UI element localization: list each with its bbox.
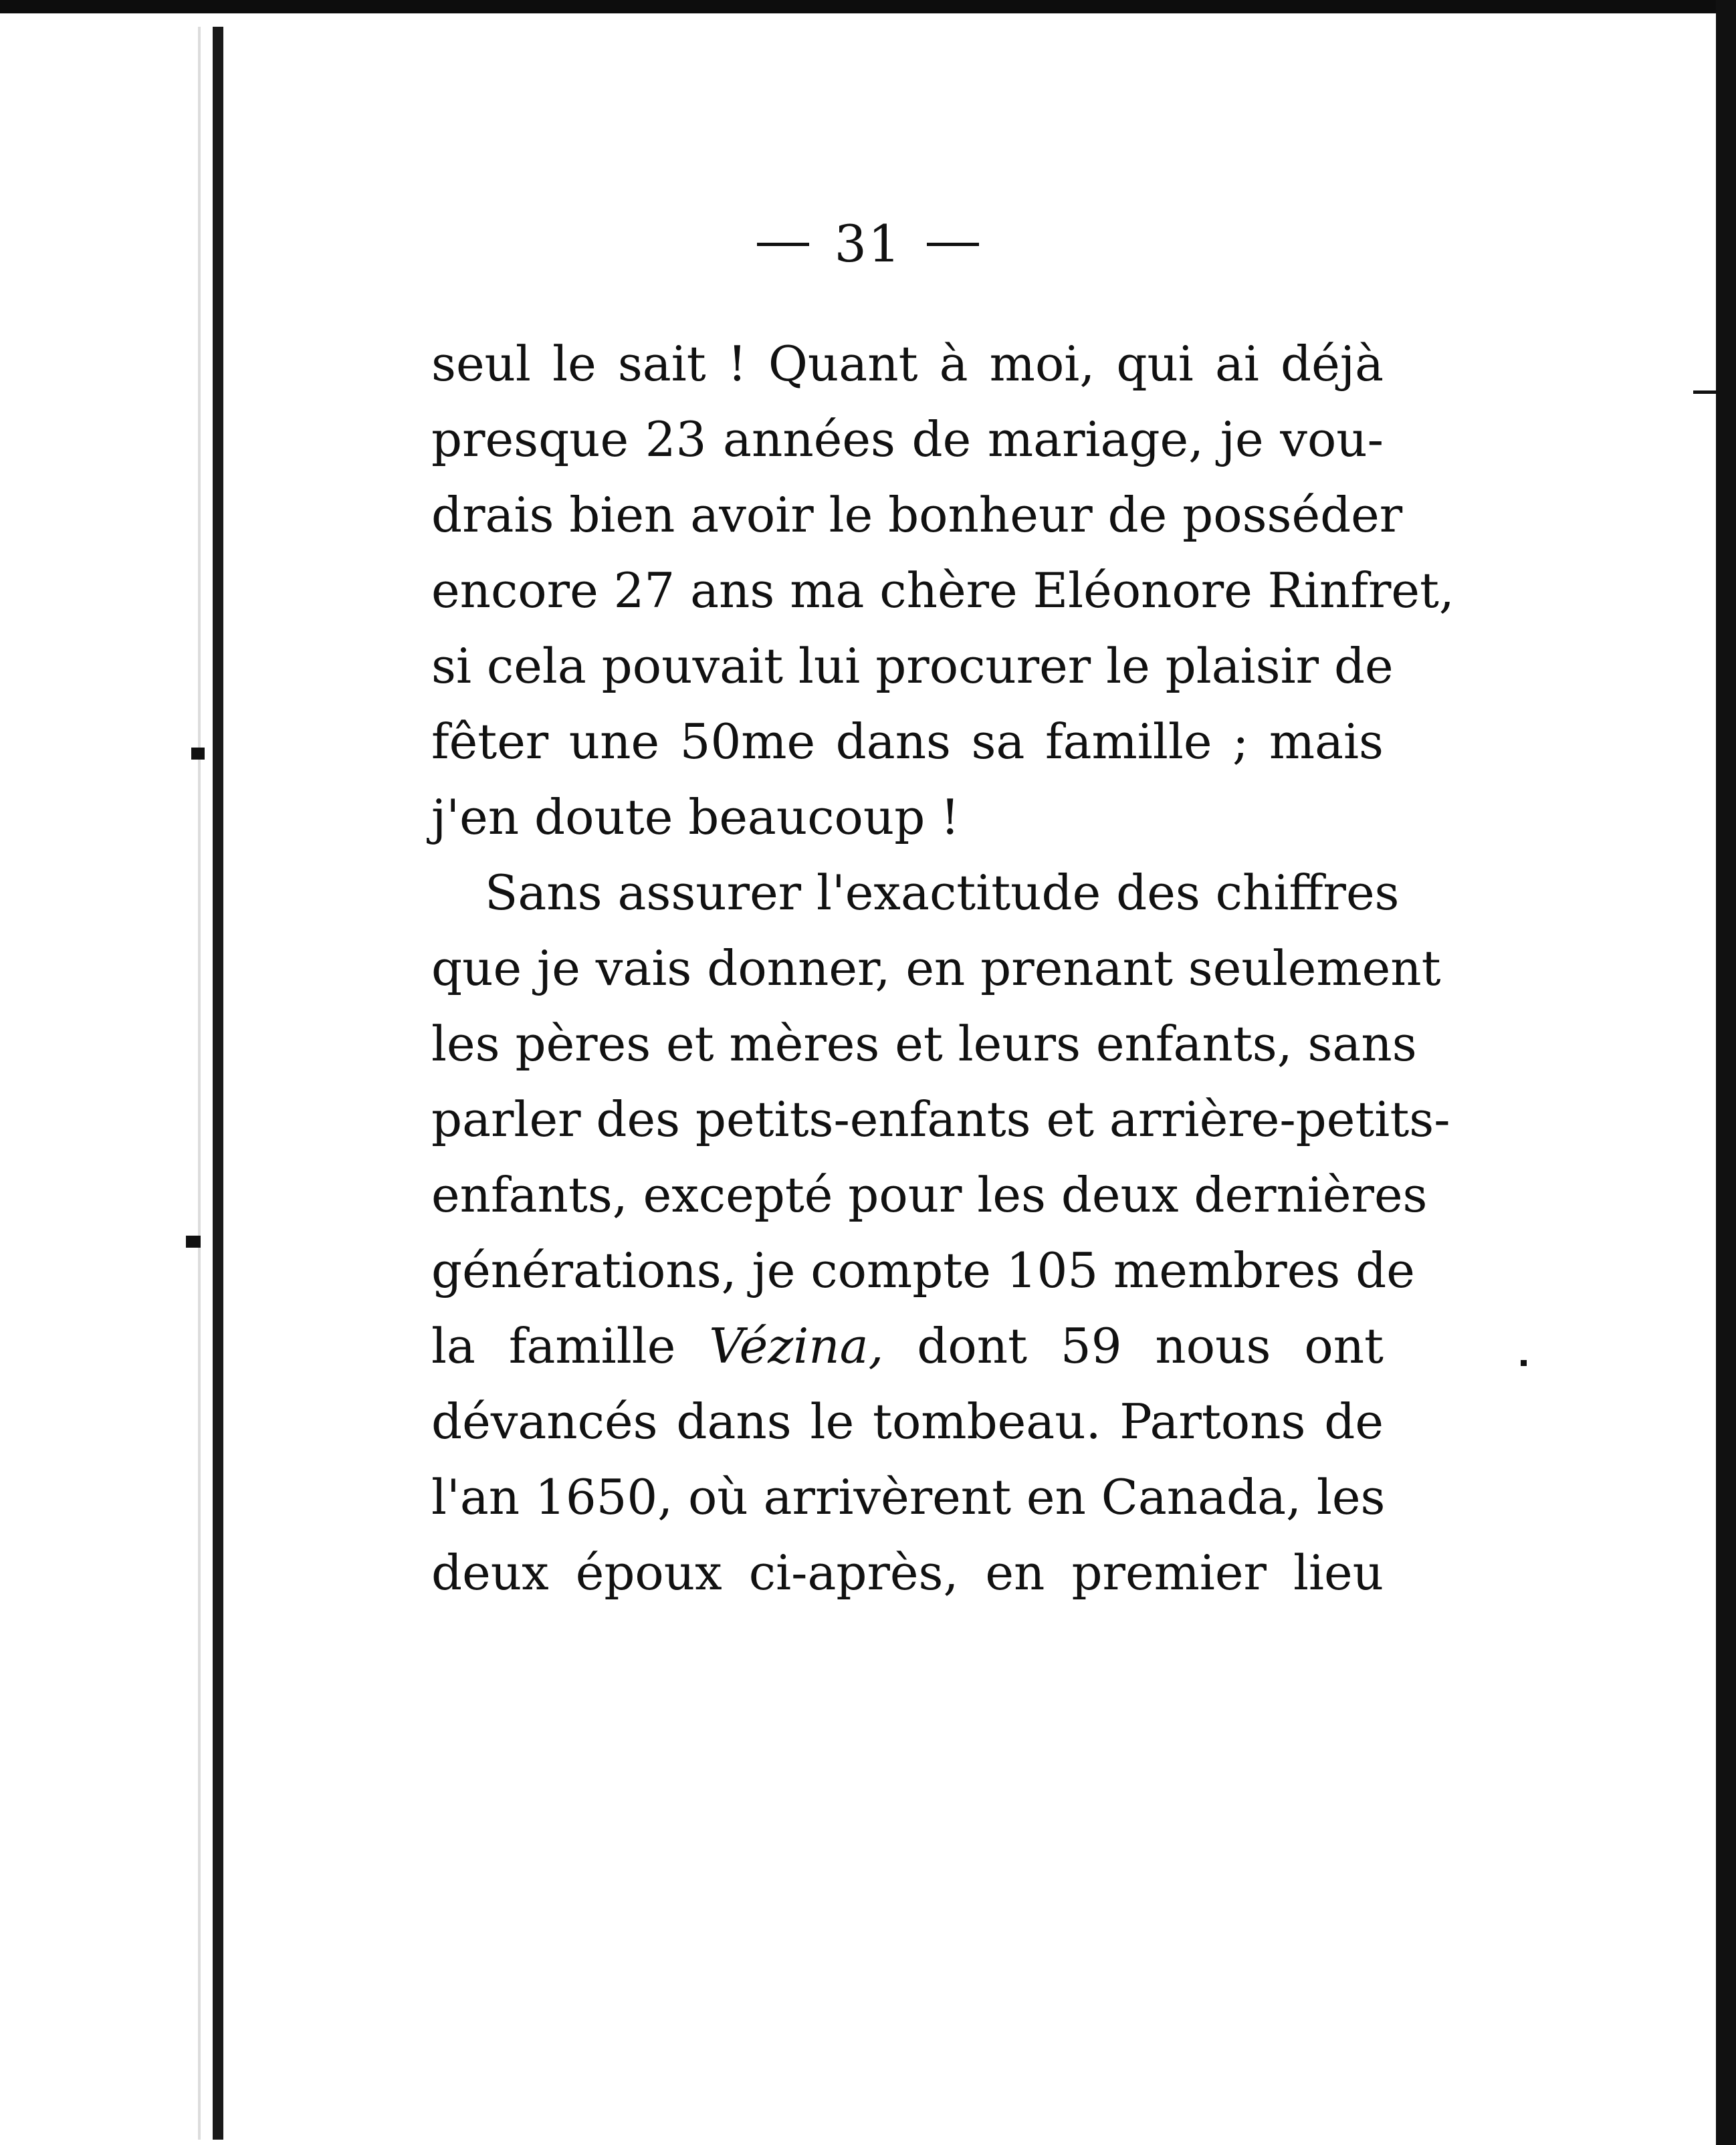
page-number-dash-left — [757, 243, 809, 246]
text-line: fêter une 50me dans sa famille ; mais — [431, 713, 1384, 770]
scan-border-top — [0, 0, 1736, 13]
text-line: presque 23 années de mariage, je vou- — [431, 411, 1384, 467]
text-line: générations, je compte 105 membres de — [431, 1242, 1415, 1299]
text-line: l'an 1650, où arrivèrent en Canada, les — [431, 1469, 1386, 1525]
text-segment: dont 59 nous ont — [883, 1318, 1384, 1374]
text-line: les pères et mères et leurs enfants, sans — [431, 1016, 1417, 1072]
page-gutter-shadow — [198, 27, 201, 2140]
page-number-dash-right — [927, 243, 979, 246]
family-name-italic: Vézina, — [709, 1318, 884, 1374]
text-line: Sans assurer l'exactitude des chiffres — [485, 865, 1400, 921]
text-line: que je vais donner, en prenant seulement — [431, 940, 1441, 996]
text-line: si cela pouvait lui procurer le plaisir de — [431, 638, 1394, 694]
paragraph-2 — [431, 855, 1450, 1611]
text-line: drais bien avoir le bonheur de posséder — [431, 487, 1403, 543]
text-line: deux époux ci-après, en premier lieu — [431, 1545, 1384, 1601]
text-segment: la famille — [431, 1318, 710, 1374]
text-line-with-italic — [431, 1309, 1384, 1384]
margin-tick-mark — [1693, 390, 1719, 394]
page-spine-line — [213, 27, 223, 2140]
text-line: enfants, excepté pour les deux dernières — [431, 1167, 1428, 1223]
page-number: 31 — [834, 214, 902, 273]
binding-mark-lower — [186, 1236, 201, 1248]
page-number-header — [0, 214, 1736, 273]
text-line: parler des petits-enfants et arrière-petits- — [431, 1091, 1450, 1147]
body-text — [431, 326, 1454, 1611]
text-line: dévancés dans le tombeau. Partons de — [431, 1393, 1384, 1450]
stray-dot — [1521, 1360, 1527, 1366]
paragraph-1 — [431, 326, 1454, 855]
text-line: seul le sait ! Quant à moi, qui ai déjà — [431, 336, 1384, 392]
text-line: encore 27 ans ma chère Eléonore Rinfret, — [431, 562, 1454, 618]
text-line: j'en doute beaucoup ! — [431, 789, 960, 845]
scan-border-right — [1716, 0, 1736, 2145]
binding-mark-upper — [191, 748, 205, 760]
